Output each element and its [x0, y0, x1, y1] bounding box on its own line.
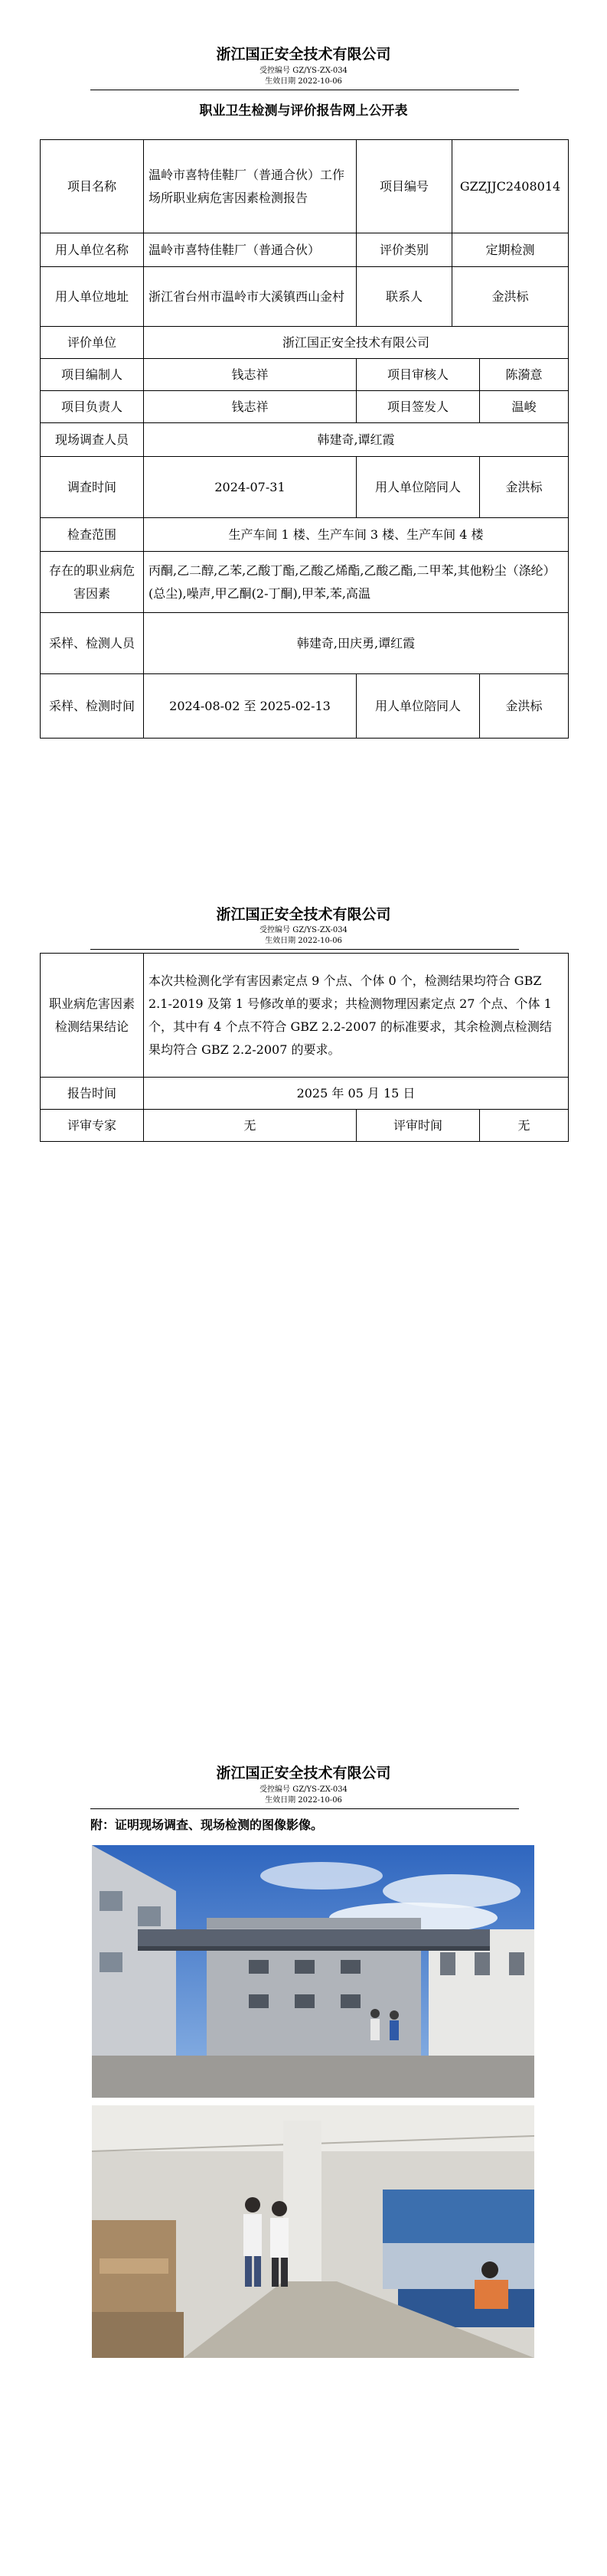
employer-label: 用人单位名称 — [41, 233, 144, 267]
eval-type-label: 评价类别 — [357, 233, 452, 267]
investigator-label: 现场调查人员 — [41, 423, 144, 457]
project-no-label: 项目编号 — [357, 140, 452, 233]
expert-label: 评审专家 — [41, 1110, 144, 1142]
project-name-label: 项目名称 — [41, 140, 144, 233]
eval-unit-label: 评价单位 — [41, 327, 144, 359]
eval-unit-value: 浙江国正安全技术有限公司 — [144, 327, 569, 359]
survey-time-label: 调查时间 — [41, 457, 144, 518]
escort2-value: 金洪标 — [480, 674, 569, 739]
control-number-page3: 受控编号 GZ/YS-ZX-034 — [259, 1785, 348, 1794]
compiler-value: 钱志祥 — [144, 359, 357, 391]
leader-value: 钱志祥 — [144, 391, 357, 423]
survey-time-value: 2024-07-31 — [144, 457, 357, 518]
disclosure-table — [40, 139, 569, 739]
hazards-label: 存在的职业病危害因素 — [41, 552, 144, 613]
investigator-value: 韩建奇,谭红霞 — [144, 423, 569, 457]
report-time-value: 2025 年 05 月 15 日 — [144, 1078, 569, 1110]
expert-value: 无 — [144, 1110, 357, 1142]
signer-value: 温峻 — [480, 391, 569, 423]
site-photo-workshop — [92, 2105, 534, 2358]
review-time-value: 无 — [480, 1110, 569, 1142]
effective-date-page2: 生效日期 2022-10-06 — [265, 937, 342, 945]
employer-value: 温岭市喜特佳鞋厂（普通合伙） — [144, 233, 357, 267]
sampling-time-label: 采样、检测时间 — [41, 674, 144, 739]
sampling-time-value: 2024-08-02 至 2025-02-13 — [144, 674, 357, 739]
project-no-value: GZZJJC2408014 — [452, 140, 569, 233]
contact-label: 联系人 — [357, 267, 452, 327]
report-title: 职业卫生检测与评价报告网上公开表 — [199, 103, 408, 119]
hazards-value: 丙酮,乙二醇,乙苯,乙酸丁酯,乙酸乙烯酯,乙酸乙酯,二甲苯,其他粉尘（涤纶）(总尘),噪声,甲乙酮(2-丁酮),甲苯,苯,高温 — [144, 552, 569, 613]
address-value: 浙江省台州市温岭市大溪镇西山金村 — [144, 267, 357, 327]
contact-value: 金洪标 — [452, 267, 569, 327]
building-exterior-image — [92, 1845, 534, 2098]
compiler-label: 项目编制人 — [41, 359, 144, 391]
attachment-caption: 附：证明现场调查、现场检测的图像影像。 — [90, 1818, 324, 1832]
signer-label: 项目签发人 — [357, 391, 480, 423]
result-value: 本次共检测化学有害因素定点 9 个点、个体 0 个，检测结果均符合 GBZ 2.1-2019 及第 1 号修改单的要求；共检测物理因素定点 27 个点、个体 1 个，其中有 4 个点不符合 GBZ 2.2-2007 的标准要求，其余检测点检测结果均符合 GBZ 2.2-2007 的要求。 — [144, 954, 569, 1078]
header-divider-page2 — [90, 949, 519, 950]
reviewer-label: 项目审核人 — [357, 359, 480, 391]
scope-label: 检查范围 — [41, 518, 144, 552]
site-photo-building — [92, 1845, 534, 2098]
company-name: 浙江国正安全技术有限公司 — [216, 46, 391, 63]
escort-label: 用人单位陪同人 — [357, 457, 480, 518]
scope-value: 生产车间 1 楼、生产车间 3 楼、生产车间 4 楼 — [144, 518, 569, 552]
eval-type-value: 定期检测 — [452, 233, 569, 267]
escort2-label: 用人单位陪同人 — [357, 674, 480, 739]
result-label: 职业病危害因素检测结果结论 — [41, 954, 144, 1078]
control-number: 受控编号 GZ/YS-ZX-034 — [259, 67, 348, 75]
sampler-value: 韩建奇,田庆勇,谭红霞 — [144, 613, 569, 674]
address-label: 用人单位地址 — [41, 267, 144, 327]
company-name-page2: 浙江国正安全技术有限公司 — [216, 906, 391, 923]
report-time-label: 报告时间 — [41, 1078, 144, 1110]
header-divider-page3 — [90, 1808, 519, 1809]
result-table — [40, 953, 569, 1142]
leader-label: 项目负责人 — [41, 391, 144, 423]
control-number-page2: 受控编号 GZ/YS-ZX-034 — [259, 926, 348, 934]
project-name-value: 温岭市喜特佳鞋厂（普通合伙）工作场所职业病危害因素检测报告 — [144, 140, 357, 233]
reviewer-value: 陈漪意 — [480, 359, 569, 391]
effective-date: 生效日期 2022-10-06 — [265, 77, 342, 86]
company-name-page3: 浙江国正安全技术有限公司 — [216, 1765, 391, 1782]
review-time-label: 评审时间 — [357, 1110, 480, 1142]
workshop-interior-image — [92, 2105, 534, 2358]
effective-date-page3: 生效日期 2022-10-06 — [265, 1796, 342, 1805]
sampler-label: 采样、检测人员 — [41, 613, 144, 674]
escort-value: 金洪标 — [480, 457, 569, 518]
